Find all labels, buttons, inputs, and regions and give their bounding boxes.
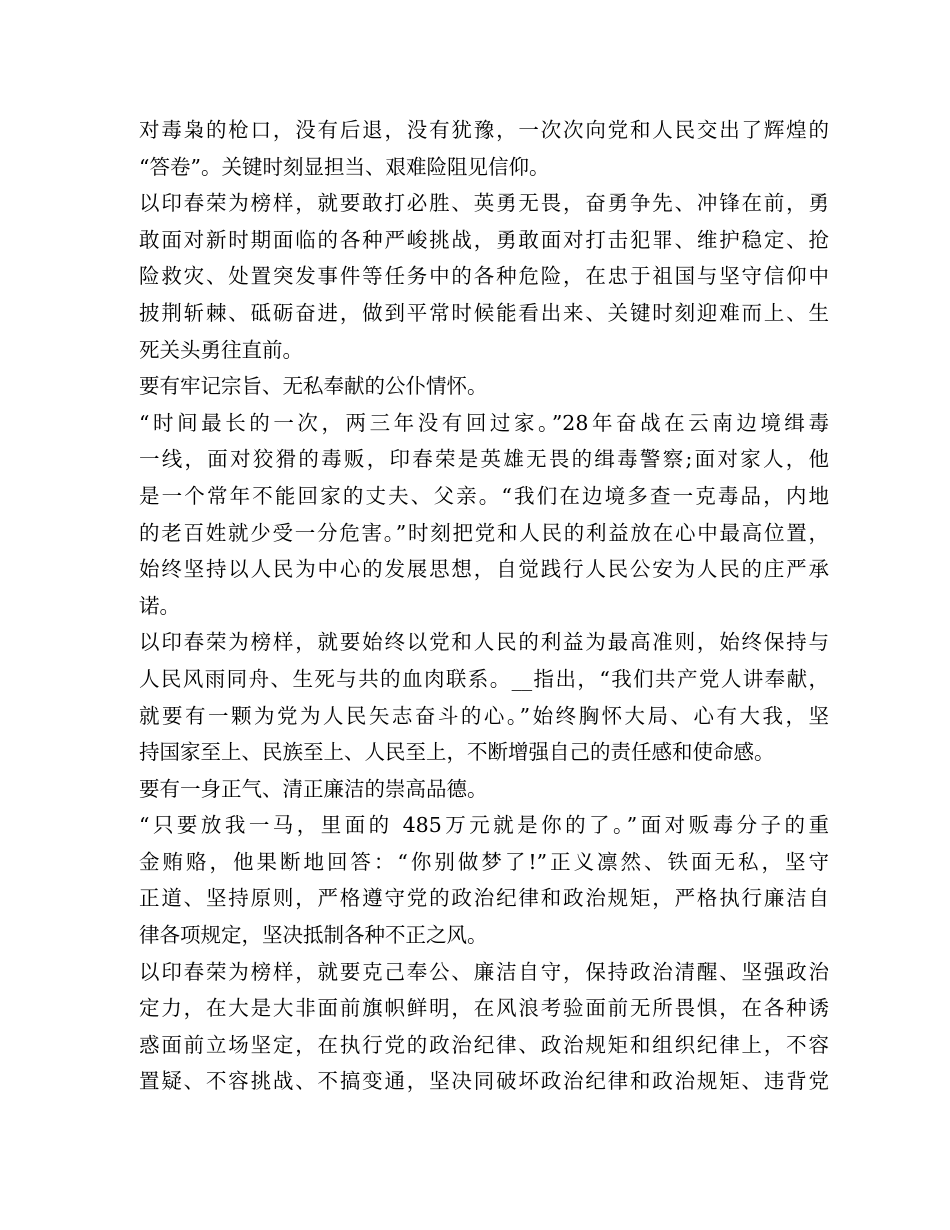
text-line: 是一个常年不能回家的丈夫、父亲。“我们在边境多查一克毒品，内地 (139, 483, 829, 508)
text-line: “时间最长的一次，两三年没有回过家。”28年奋战在云南边境缉毒 (139, 410, 829, 435)
text-line: 敢面对新时期面临的各种严峻挑战，勇敢面对打击犯罪、维护稳定、抢 (139, 227, 829, 252)
text-line: 始终坚持以人民为中心的发展思想，自觉践行人民公安为人民的庄严承 (139, 557, 829, 582)
text-line: 金贿赂，他果断地回答：“你别做梦了!”正义凛然、铁面无私，坚守 (139, 849, 829, 874)
text-line: 律各项规定，坚决抵制各种不正之风。 (139, 923, 488, 948)
text-line: 定力，在大是大非面前旗帜鲜明，在风浪考验面前无所畏惧，在各种诱 (139, 996, 829, 1021)
text-line: “答卷”。关键时刻显担当、艰难险阻见信仰。 (139, 154, 550, 179)
text-line: 置疑、不容挑战、不搞变通，坚决同破坏政治纪律和政治规矩、违背党 (139, 1069, 829, 1094)
text-line: 披荆斩棘、砥砺奋进，做到平常时候能看出来、关键时刻迎难而上、生 (139, 300, 829, 325)
text-line: 惑面前立场坚定，在执行党的政治纪律、政治规矩和组织纪律上，不容 (139, 1032, 829, 1057)
text-line: 以印春荣为榜样，就要敢打必胜、英勇无畏，奋勇争先、冲锋在前，勇 (139, 191, 829, 216)
text-line: 以印春荣为榜样，就要始终以党和人民的利益为最高准则，始终保持与 (139, 630, 829, 655)
text-line: 要有一身正气、清正廉洁的崇高品德。 (139, 776, 488, 801)
text-line: “只要放我一马，里面的 485万元就是你的了。”面对贩毒分子的重 (139, 813, 829, 838)
text-line: 持国家至上、民族至上、人民至上，不断增强自己的责任感和使命感。 (139, 740, 775, 765)
body-text (139, 112, 829, 1100)
text-line: 人民风雨同舟、生死与共的血肉联系。__指出，“我们共产党人讲奉献， (139, 666, 829, 691)
text-line: 死关头勇往直前。 (139, 337, 303, 362)
text-line: 就要有一颗为党为人民矢志奋斗的心。”始终胸怀大局、心有大我，坚 (139, 703, 829, 728)
text-line: 要有牢记宗旨、无私奉献的公仆情怀。 (139, 374, 488, 399)
text-line: 险救灾、处置突发事件等任务中的各种危险，在忠于祖国与坚守信仰中 (139, 264, 829, 289)
text-line: 以印春荣为榜样，就要克己奉公、廉洁自守，保持政治清醒、坚强政治 (139, 959, 829, 984)
text-line: 正道、坚持原则，严格遵守党的政治纪律和政治规矩，严格执行廉洁自 (139, 886, 829, 911)
text-line: 的老百姓就少受一分危害。”时刻把党和人民的利益放在心中最高位置， (139, 520, 829, 545)
text-line: 一线，面对狡猾的毒贩，印春荣是英雄无畏的缉毒警察;面对家人，他 (139, 447, 829, 472)
text-line: 诺。 (139, 593, 180, 618)
text-line: 对毒枭的枪口，没有后退，没有犹豫，一次次向党和人民交出了辉煌的 (139, 118, 829, 142)
